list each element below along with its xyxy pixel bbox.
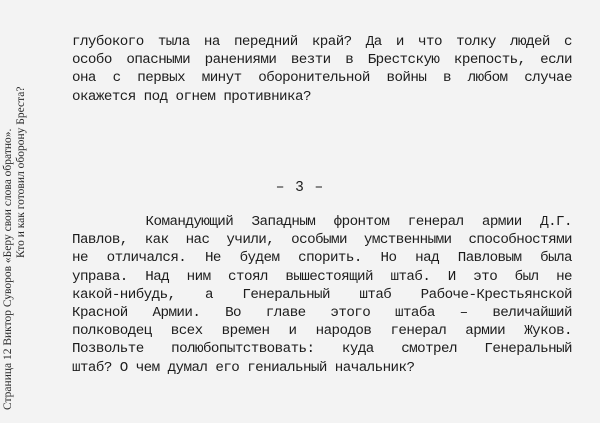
text-line-indented: Командующий Западным фронтом генерал армии Д.Г. (72, 214, 572, 230)
text-line: глубокого тыла на передний край? Да и что толку людей с (72, 34, 572, 50)
text-line: Павлов, как нас учили, особыми умственными способностями (72, 232, 572, 249)
text-line: полководец всех времен и народов генерал армии Жуков. (72, 323, 572, 340)
paragraph-main (72, 213, 572, 377)
text-line: не отличался. Не будем спорить. Но над Павловым была (72, 250, 572, 267)
text-line: Красной Армии. Во главе этого штаба – величайший (72, 305, 572, 322)
header-line-title: Страница 12 Виктор Суворов «Беру свои слова обратно». (2, 128, 14, 410)
section-number: – 3 – (275, 180, 325, 196)
paragraph-continued (72, 33, 572, 106)
text-line: она с первых минут оборонительной войны в любом случае (72, 70, 572, 87)
text-line: управа. Над ним стоял вышестоящий штаб. И это был не (72, 268, 572, 285)
page-header-caption (2, 10, 28, 410)
text-line: штаб? О чем думал его гениальный начальник? (72, 359, 415, 376)
text-line: какой-нибудь, а Генеральный штаб Рабоче-Крестьянской (72, 286, 572, 303)
header-line-chapter: Кто и как готовил оборону Бреста? (15, 86, 27, 258)
text-line: окажется под огнем противника? (72, 88, 311, 105)
text-line: Позвольте полюбопытствовать: куда смотрел Генеральный (72, 341, 572, 358)
text-line: особо опасными ранениями везти в Брестскую крепость, если (72, 52, 572, 69)
